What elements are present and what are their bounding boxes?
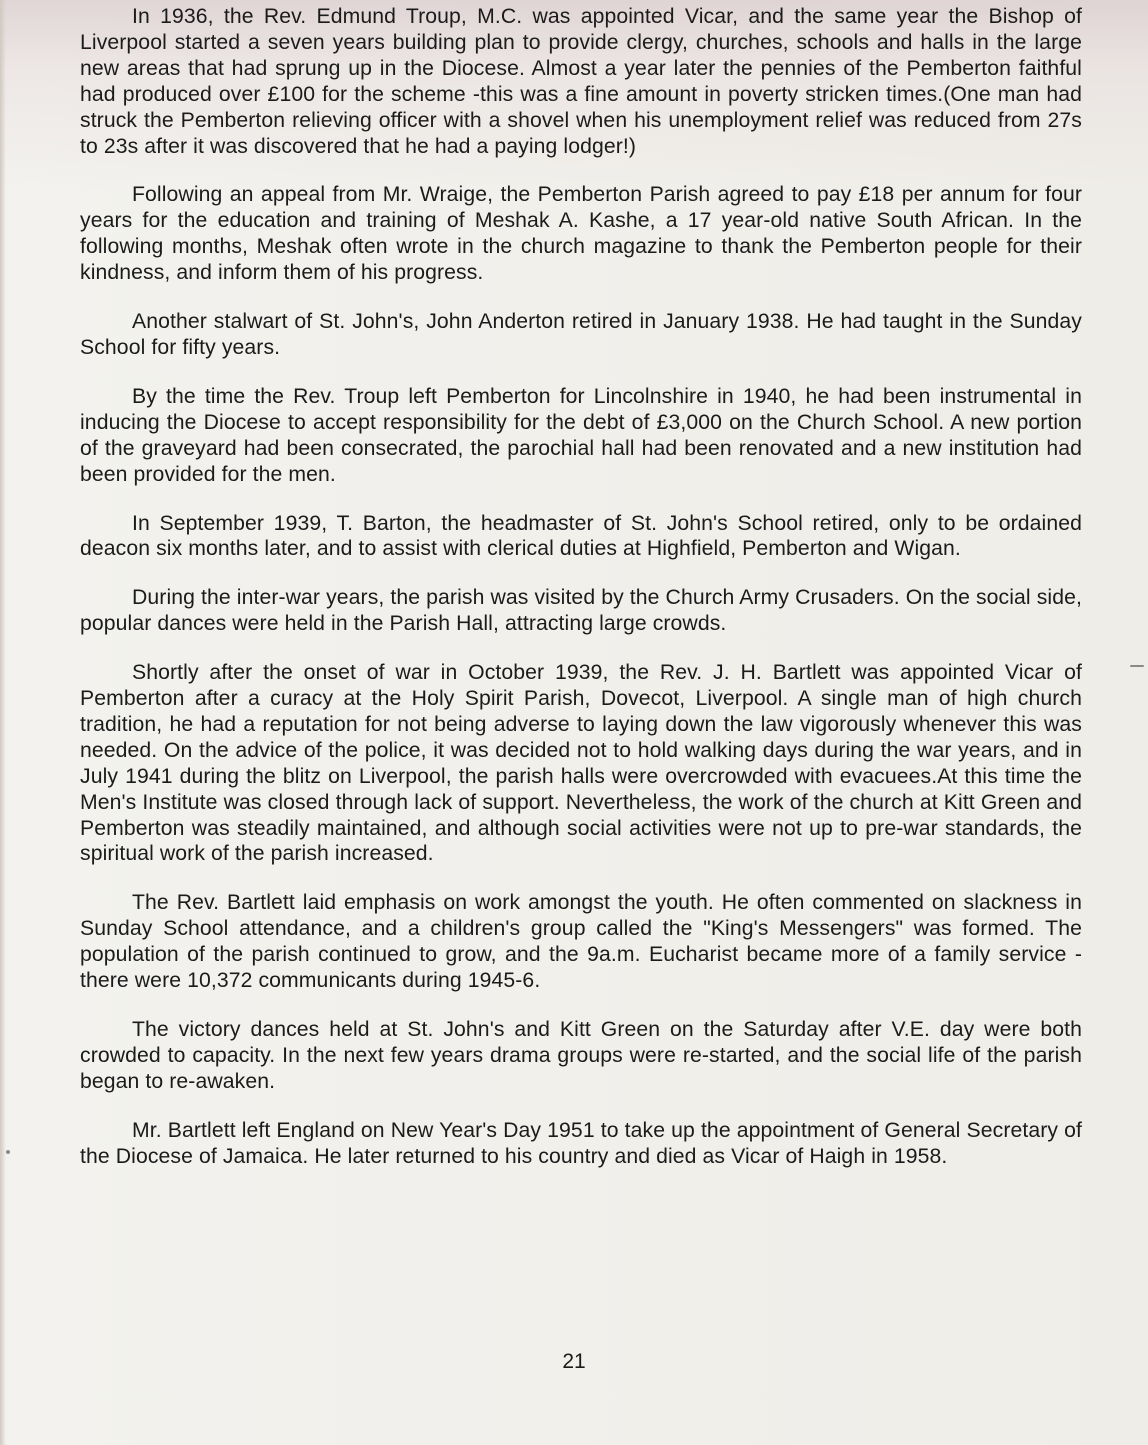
- paragraph-john-anderton: Another stalwart of St. John's, John Anderton retired in January 1938. He had taught in the Sunday School for fifty years.: [80, 310, 1082, 359]
- document-body: [80, 4, 1082, 1193]
- paragraph-troup-departure: By the time the Rev. Troup left Pemberton for Lincolnshire in 1940, he had been instrumental in inducing the Diocese to accept responsibility for the debt of £3,000 on the Church School. A new portion of the graveyard had been consecrated, the parochial hall had been renovated and a new institution had been provided for the men.: [80, 384, 1082, 486]
- paragraph-bartlett-appointment: Shortly after the onset of war in October 1939, the Rev. J. H. Bartlett was appointed Vicar of Pemberton after a curacy at the Holy Spirit Parish, Dovecot, Liverpool. A single man of high church tradition, he had a reputation for not being adverse to laying down the law vigorously whenever this was needed. On the advice of the police, it was decided not to hold walking days during the war years, and in July 1941 during the blitz on Liverpool, the parish halls were overcrowded with evacuees.At this time the Men's Institute was closed through lack of support. Nevertheless, the work of the church at Kitt Green and Pemberton was steadily maintained, and although social activities were not up to pre-war standards, the spiritual work of the parish increased.: [80, 661, 1082, 866]
- scan-speck: [1130, 665, 1144, 667]
- paragraph-t-barton: In September 1939, T. Barton, the headmaster of St. John's School retired, only to be ordained deacon six months later, and to assist with clerical duties at Highfield, Pemberton and Wigan.: [80, 511, 1082, 561]
- paragraph-victory-dances: The victory dances held at St. John's and Kitt Green on the Saturday after V.E. day were both crowded to capacity. In the next few years drama groups were re-started, and the social life of the parish began to re-awaken.: [80, 1018, 1082, 1093]
- paragraph-meshak-kashe: Following an appeal from Mr. Wraige, the Pemberton Parish agreed to pay £18 per annum for four years for the education and training of Meshak A. Kashe, a 17 year-old native South African. In the following months, Meshak often wrote in the church magazine to thank the Pemberton people for their kindness, and inform them of his progress.: [80, 183, 1082, 285]
- paragraph-troup-appointment: In 1936, the Rev. Edmund Troup, M.C. was appointed Vicar, and the same year the Bishop of Liverpool started a seven years building plan to provide clergy, churches, schools and halls in the large new areas that had sprung up in the Diocese. Almost a year later the pennies of the Pemberton faithful had produced over £100 for the scheme -this was a fine amount in poverty stricken times.(One man had struck the Pemberton relieving officer with a shovel when his unemployment relief was reduced from 27s to 23s after it was discovered that he had a paying lodger!): [80, 5, 1082, 158]
- paragraph-inter-war-years: During the inter-war years, the parish was visited by the Church Army Crusaders. On the social side, popular dances were held in the Parish Hall, attracting large crowds.: [80, 586, 1082, 636]
- scan-speck: [6, 1150, 10, 1154]
- page-edge-shadow: [0, 0, 6, 1445]
- paragraph-bartlett-departure: Mr. Bartlett left England on New Year's Day 1951 to take up the appointment of General Secretary of the Diocese of Jamaica. He later returned to his country and died as Vicar of Haigh in 1958.: [80, 1118, 1082, 1168]
- paragraph-youth-work: The Rev. Bartlett laid emphasis on work amongst the youth. He often commented on slackness in Sunday School attendance, and a children's group called the "King's Messengers" was formed. The population of the parish continued to grow, and the 9a.m. Eucharist became more of a family service - there were 10,372 communicants during 1945-6.: [80, 891, 1082, 993]
- page-number: 21: [562, 1350, 586, 1373]
